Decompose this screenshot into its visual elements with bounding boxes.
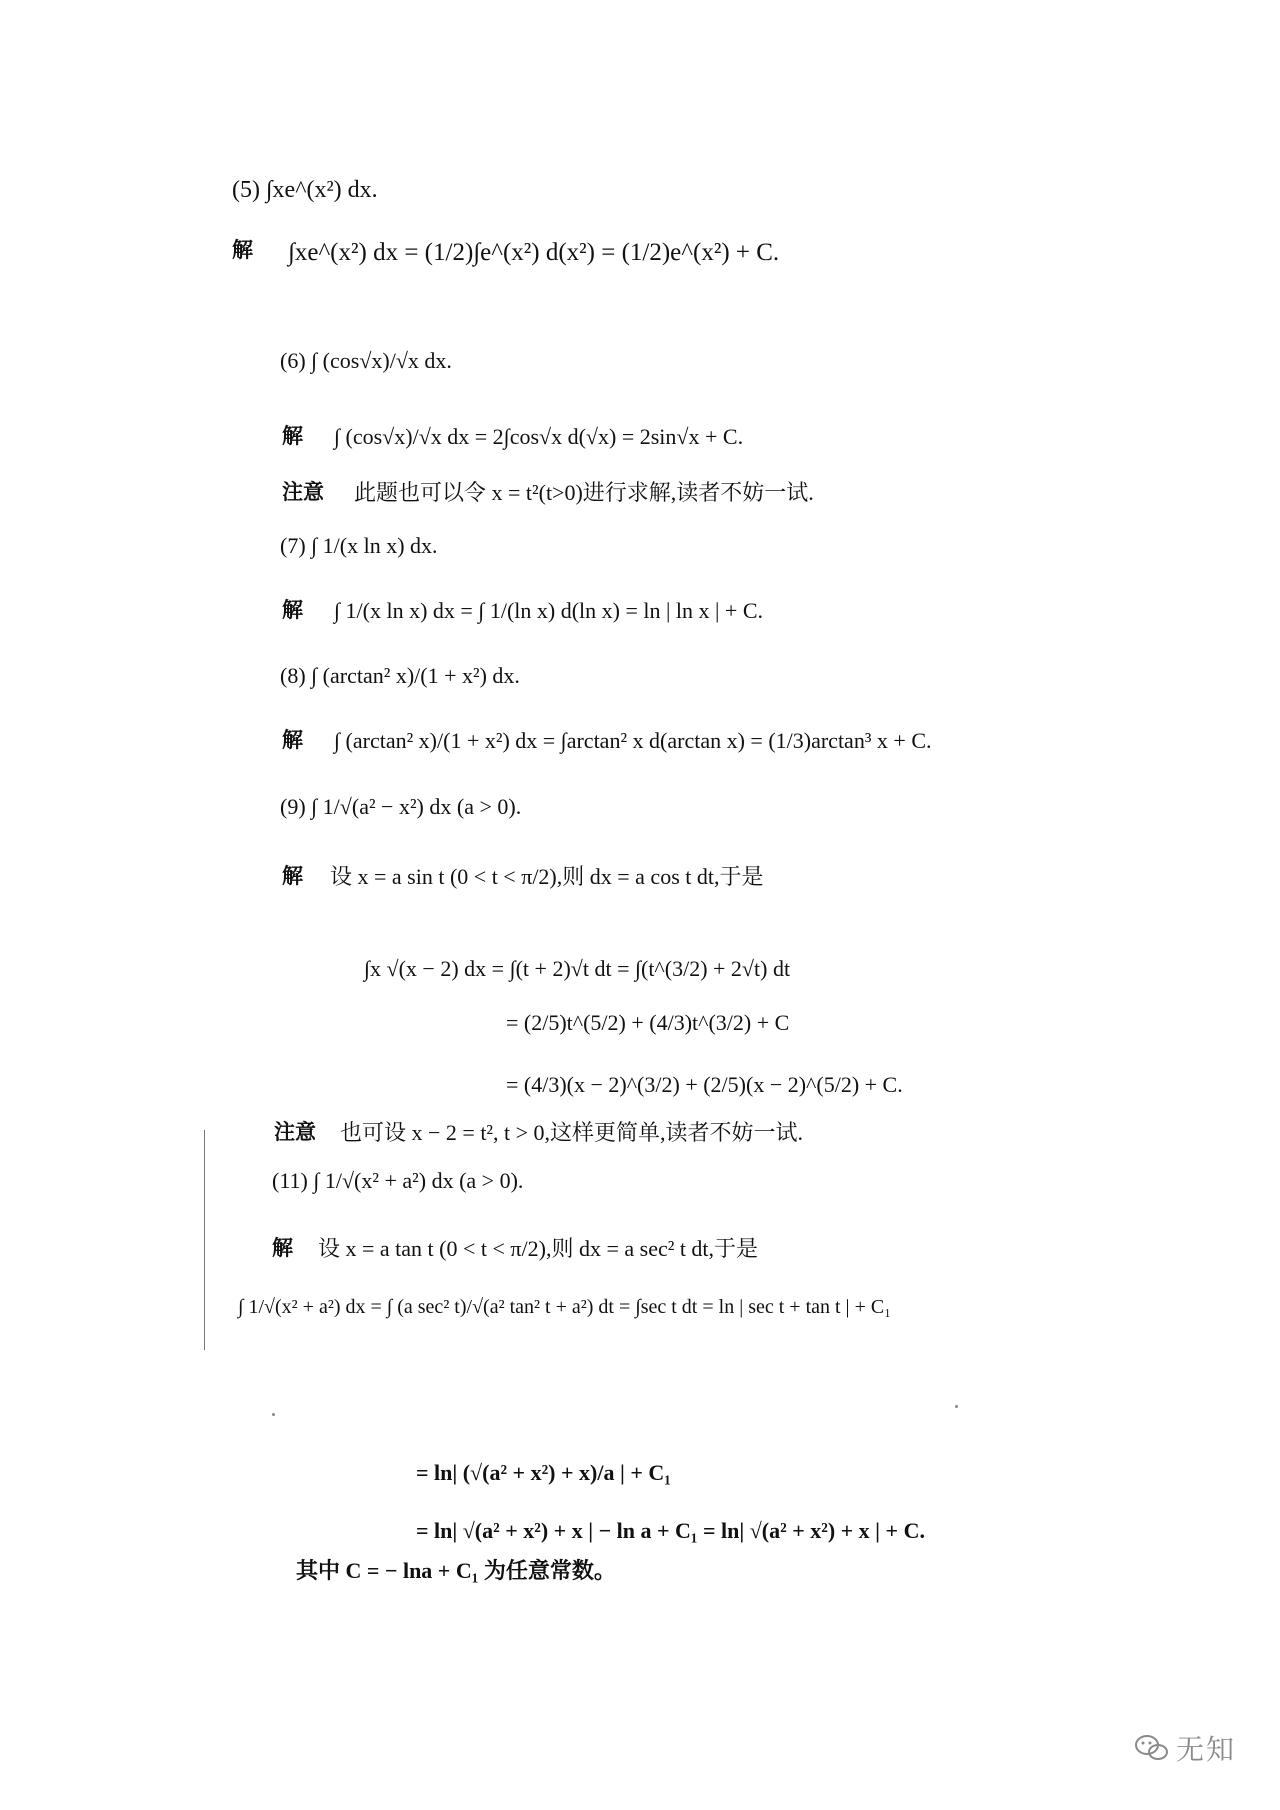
note-text: 也可设 x − 2 = t², t > 0,这样更简单,读者不妨一试.: [340, 1120, 804, 1145]
solution-label: 解: [282, 424, 303, 448]
problem-6-label: (6) ∫ (cos√x)/√x dx.: [280, 348, 452, 373]
solution-label: 解: [282, 728, 303, 752]
problem-6-solution: ∫ (cos√x)/√x dx = 2∫cos√x d(√x) = 2sin√x + C.: [334, 424, 744, 449]
note-label: 注意: [282, 480, 324, 504]
solution-label: 解: [232, 238, 253, 262]
integral-step-2: = (2/5)t^(5/2) + (4/3)t^(3/2) + C: [506, 1010, 790, 1035]
note-text: 此题也可以令 x = t²(t>0)进行求解,读者不妨一试.: [354, 480, 814, 505]
problem-9-label: (9) ∫ 1/√(a² − x²) dx (a > 0).: [280, 794, 522, 819]
watermark-text: 无知: [1176, 1733, 1237, 1766]
solution-label: 解: [282, 598, 303, 622]
problem-11-solution: 设 x = a tan t (0 < t < π/2),则 dx = a sec² t dt,于是: [318, 1236, 759, 1261]
watermark: [1134, 1728, 1244, 1768]
problem-9-solution: 设 x = a sin t (0 < t < π/2),则 dx = a cos t dt,于是: [330, 864, 764, 889]
integral-step-1: ∫x √(x − 2) dx = ∫(t + 2)√t dt = ∫(t^(3/2) + 2√t) dt: [364, 956, 791, 981]
problem-7-solution: ∫ 1/(x ln x) dx = ∫ 1/(ln x) d(ln x) = ln | ln x | + C.: [334, 598, 763, 623]
problem-7-label: (7) ∫ 1/(x ln x) dx.: [280, 533, 438, 558]
note-label: 注意: [274, 1120, 316, 1144]
problem-11-label: (11) ∫ 1/√(x² + a²) dx (a > 0).: [272, 1168, 524, 1193]
scan-dot: [955, 1405, 958, 1408]
solution-label: 解: [282, 864, 303, 888]
problem-8-solution: ∫ (arctan² x)/(1 + x²) dx = ∫arctan² x d(arctan x) = (1/3)arctan³ x + C.: [334, 728, 932, 753]
problem-5-label: (5) ∫xe^(x²) dx.: [232, 177, 378, 203]
margin-rule: [204, 1130, 205, 1350]
solution-label: 解: [272, 1236, 293, 1260]
problem-5-solution: ∫xe^(x²) dx = (1/2)∫e^(x²) d(x²) = (1/2)e^(x²) + C.: [288, 239, 780, 266]
integral-step-3: = (4/3)(x − 2)^(3/2) + (2/5)(x − 2)^(5/2) + C.: [506, 1072, 903, 1097]
integral-step-2: = ln| (√(a² + x²) + x)/a | + C₁: [416, 1460, 671, 1485]
final-remark: 其中 C = − lna + C₁ 为任意常数。: [296, 1558, 616, 1583]
wechat-logo-icon: [1134, 1733, 1170, 1763]
problem-8-label: (8) ∫ (arctan² x)/(1 + x²) dx.: [280, 663, 520, 688]
integral-step-3: = ln| √(a² + x²) + x | − ln a + C₁ = ln| √(a² + x²) + x | + C.: [416, 1518, 925, 1543]
integral-step-1: ∫ 1/√(x² + a²) dx = ∫ (a sec² t)/√(a² tan² t + a²) dt = ∫sec t dt = ln | sec t + tan t | + C₁: [238, 1296, 892, 1318]
scan-dot: [272, 1413, 275, 1416]
